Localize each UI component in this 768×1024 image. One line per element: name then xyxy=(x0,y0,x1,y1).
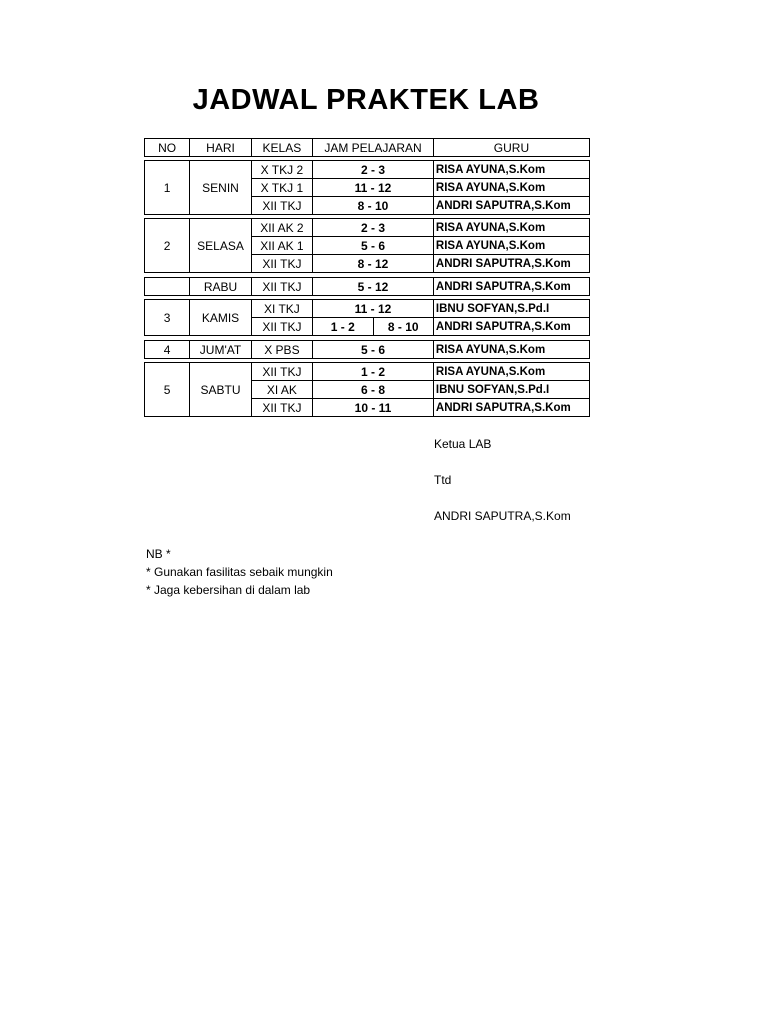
signature-ttd: Ttd xyxy=(434,473,452,487)
header-jam: JAM PELAJARAN xyxy=(313,139,434,157)
signature-name: ANDRI SAPUTRA,S.Kom xyxy=(434,509,571,523)
header-row xyxy=(145,139,590,157)
kelas-cell: X TKJ 2 xyxy=(251,161,312,179)
guru-cell: RISA AYUNA,S.Kom xyxy=(433,341,589,359)
jam-cell-b: 8 - 10 xyxy=(373,318,433,336)
guru-cell: ANDRI SAPUTRA,S.Kom xyxy=(433,318,589,336)
jam-cell: 11 - 12 xyxy=(313,300,434,318)
day-block-jumat xyxy=(144,340,590,359)
day-no: 1 xyxy=(145,161,190,215)
schedule-header xyxy=(144,138,590,157)
kelas-cell: X TKJ 1 xyxy=(251,179,312,197)
table-row xyxy=(145,278,590,296)
day-name: KAMIS xyxy=(190,300,251,336)
kelas-cell: XII TKJ xyxy=(251,278,312,296)
table-row xyxy=(145,300,590,318)
guru-cell: ANDRI SAPUTRA,S.Kom xyxy=(433,197,589,215)
table-row xyxy=(145,161,590,179)
day-block-senin xyxy=(144,160,590,215)
kelas-cell: X PBS xyxy=(251,341,312,359)
kelas-cell: XII TKJ xyxy=(251,255,312,273)
kelas-cell: XII TKJ xyxy=(251,363,312,381)
note-item: * Jaga kebersihan di dalam lab xyxy=(146,583,311,597)
day-no xyxy=(145,278,190,296)
day-no: 3 xyxy=(145,300,190,336)
header-guru: GURU xyxy=(433,139,589,157)
jam-cell: 5 - 12 xyxy=(313,278,434,296)
jam-cell: 8 - 10 xyxy=(313,197,434,215)
guru-cell: ANDRI SAPUTRA,S.Kom xyxy=(433,278,589,296)
kelas-cell: XI AK xyxy=(251,381,312,399)
day-name: SABTU xyxy=(190,363,251,417)
day-name: SENIN xyxy=(190,161,251,215)
guru-cell: ANDRI SAPUTRA,S.Kom xyxy=(433,255,589,273)
kelas-cell: XII TKJ xyxy=(251,318,312,336)
guru-cell: IBNU SOFYAN,S.Pd.I xyxy=(433,300,589,318)
jam-cell: 6 - 8 xyxy=(313,381,434,399)
kelas-cell: XII TKJ xyxy=(251,399,312,417)
day-name: JUM'AT xyxy=(190,341,251,359)
kelas-cell: XII TKJ xyxy=(251,197,312,215)
day-block-selasa xyxy=(144,218,590,273)
day-name: SELASA xyxy=(190,219,251,273)
notes-heading: NB * xyxy=(146,547,171,561)
header-hari: HARI xyxy=(190,139,251,157)
table-row xyxy=(145,219,590,237)
table-row xyxy=(145,341,590,359)
day-block-kamis xyxy=(144,299,590,336)
jam-cell-a: 1 - 2 xyxy=(313,318,373,336)
jam-cell: 5 - 6 xyxy=(313,237,434,255)
day-no: 2 xyxy=(145,219,190,273)
jam-cell: 5 - 6 xyxy=(313,341,434,359)
kelas-cell: XII AK 2 xyxy=(251,219,312,237)
kelas-cell: XII AK 1 xyxy=(251,237,312,255)
guru-cell: ANDRI SAPUTRA,S.Kom xyxy=(433,399,589,417)
kelas-cell: XI TKJ xyxy=(251,300,312,318)
jam-cell: 2 - 3 xyxy=(313,161,434,179)
day-no: 5 xyxy=(145,363,190,417)
header-kelas: KELAS xyxy=(251,139,312,157)
guru-cell: RISA AYUNA,S.Kom xyxy=(433,363,589,381)
page-title: JADWAL PRAKTEK LAB xyxy=(192,84,540,116)
guru-cell: RISA AYUNA,S.Kom xyxy=(433,237,589,255)
guru-cell: IBNU SOFYAN,S.Pd.I xyxy=(433,381,589,399)
header-no: NO xyxy=(145,139,190,157)
guru-cell: RISA AYUNA,S.Kom xyxy=(433,179,589,197)
note-item: * Gunakan fasilitas sebaik mungkin xyxy=(146,565,333,579)
jam-cell: 2 - 3 xyxy=(313,219,434,237)
guru-cell: RISA AYUNA,S.Kom xyxy=(433,161,589,179)
notes xyxy=(146,545,333,599)
guru-cell: RISA AYUNA,S.Kom xyxy=(433,219,589,237)
day-no: 4 xyxy=(145,341,190,359)
jam-cell: 10 - 11 xyxy=(313,399,434,417)
jam-cell: 8 - 12 xyxy=(313,255,434,273)
jam-cell: 1 - 2 xyxy=(313,363,434,381)
jam-cell: 11 - 12 xyxy=(313,179,434,197)
table-row xyxy=(145,363,590,381)
day-block-sabtu xyxy=(144,362,590,417)
day-block-rabu xyxy=(144,277,590,296)
signature-role: Ketua LAB xyxy=(434,437,492,451)
day-name: RABU xyxy=(190,278,251,296)
